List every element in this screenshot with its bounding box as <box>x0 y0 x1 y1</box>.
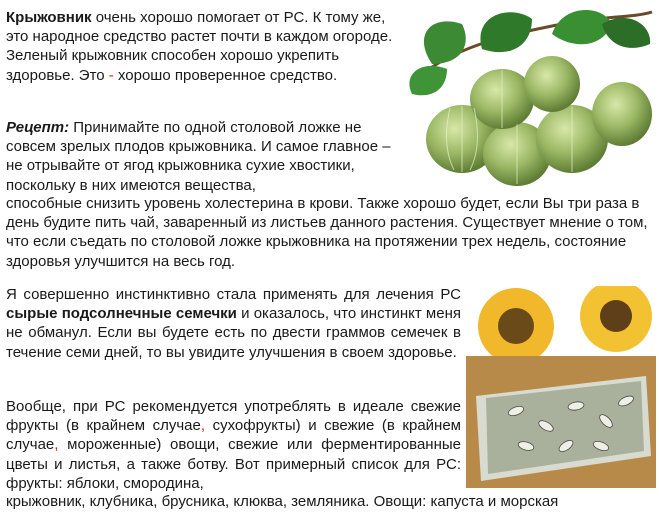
diet-paragraph <box>6 397 461 493</box>
diet-text-1: Вообще, при РС рекомендуется употреблять в идеале свежие фрукты (в крайнем случае <box>6 398 461 435</box>
gooseberry-text-2: хорошо проверенное средство. <box>113 66 338 84</box>
gooseberry-image <box>402 4 656 190</box>
sunflower-paragraph <box>6 285 461 362</box>
gooseberry-paragraph <box>6 8 396 85</box>
gooseberry-text-1: очень хорошо помогает от РС. К тому же, это народное средство растет почти в каждом огороде. Зеленый крыжовник способен хорошо укрепить здоровье. Это <box>6 9 393 84</box>
diet-comma-1: , <box>200 417 206 435</box>
recipe-paragraph-continued <box>6 194 654 271</box>
gooseberry-dash: - <box>108 66 114 84</box>
recipe-label: Рецепт: <box>6 119 70 136</box>
gooseberry-title: Крыжовник <box>6 9 92 26</box>
recipe-paragraph <box>6 118 396 195</box>
sunflower-text-2: и оказалось, что инстинкт меня не обманул. <box>6 305 461 342</box>
sunflower-seeds-bold: сырые подсолнечные семечки <box>6 305 237 323</box>
diet-text-2: сухофрукты) и свежие (в крайнем случае <box>6 417 461 454</box>
diet-text-4: крыжовник, клубника, брусника, клюква, земляника. Овощи: капуста и морская <box>6 493 559 510</box>
recipe-text-2: способные снизить уровень холестерина в крови. Также хорошо будет, если Вы три раза в день будите пить чай, заваренный из листьев данного растения. Существует мнение о том, что если съедать по столовой ложке крыжовника на протяжении трех недель, состояние здоровья улучшится на весь год. <box>6 195 648 270</box>
diet-text-3: мороженные) овощи, свежие или ферментированные цветы и листья, а также ботву. Вот примерный список для РС: фрукты: яблоки, смородина, <box>6 436 461 492</box>
diet-paragraph-continued <box>6 492 654 511</box>
recipe-text-1: Принимайте по одной столовой ложке не совсем зрелых плодов крыжовника. И самое главное – не отрывайте от ягод крыжовника сухие хвостики, поскольку в них имеются вещества, <box>6 119 391 194</box>
diet-comma-2: , <box>54 436 59 454</box>
sunflower-seeds-image <box>466 286 656 488</box>
sunflower-text-1: Я совершенно инстинктивно стала применять для лечения РС <box>6 286 461 303</box>
sunflower-text-3: Если вы будете есть по двести граммов семечек в течение семи дней, то вы увидите улучшения в своем здоровье. <box>6 324 461 361</box>
